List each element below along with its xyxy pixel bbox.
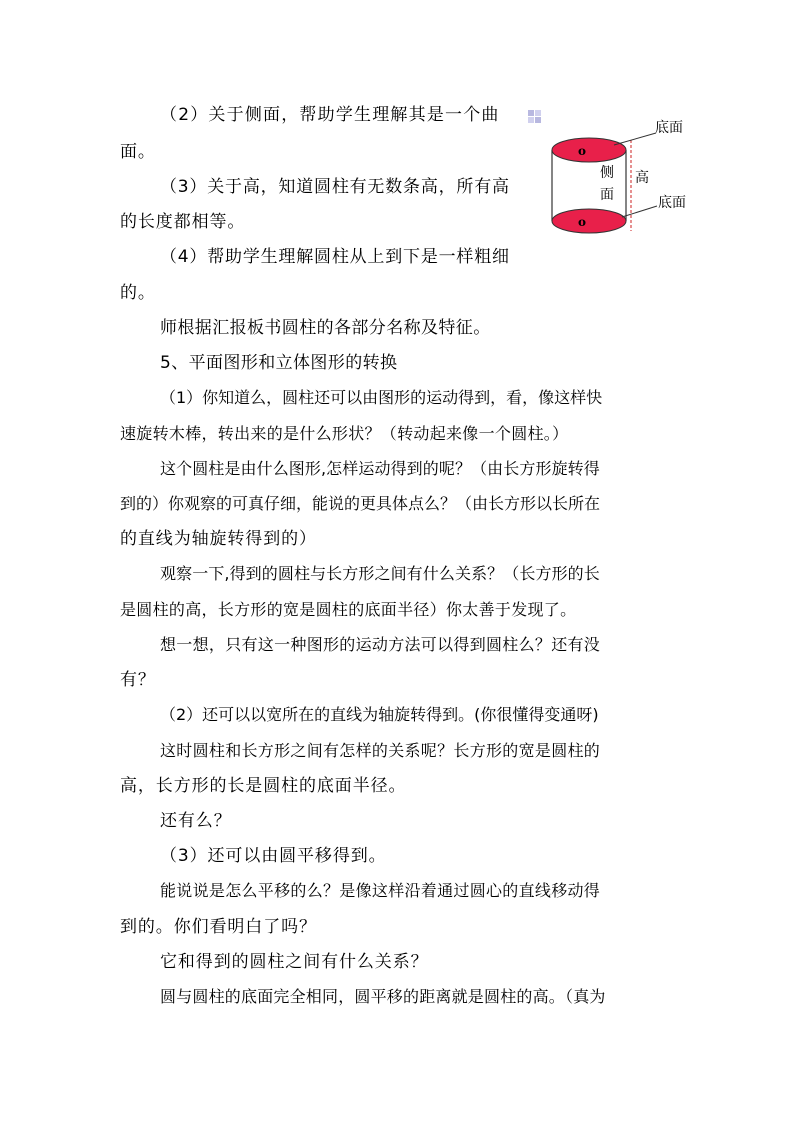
text-line-17: 有？ [120, 670, 156, 690]
text-line-6: 的。 [120, 283, 156, 303]
text-line-9: （1）你知道么，圆柱还可以由图形的运动得到，看，像这样快 [160, 388, 603, 407]
top-base-label: 底面 [655, 120, 683, 136]
text-line-15: 是圆柱的高，长方形的宽是圆柱的底面半径）你太善于发现了。 [120, 600, 577, 619]
text-line-3: （3）关于高，知道圆柱有无数条高，所有高 [160, 177, 510, 197]
text-line-24: 到的。你们看明白了吗？ [120, 917, 317, 937]
text-line-11: 这个圆柱是由什么图形,怎样运动得到的呢？（由长方形旋转得 [160, 459, 600, 478]
text-line-26: 圆与圆柱的底面完全相同，圆平移的距离就是圆柱的高。（真为 [160, 987, 606, 1006]
text-line-13: 的直线为轴旋转得到的） [120, 529, 317, 549]
bottom-label-leader [622, 206, 657, 217]
text-line-14: 观察一下,得到的圆柱与长方形之间有什么关系？（长方形的长 [160, 564, 600, 583]
text-line-2: 面。 [120, 142, 156, 162]
text-line-4: 的长度都相等。 [120, 212, 246, 232]
text-line-21: 还有么？ [160, 811, 232, 831]
bottom-center-label: o [578, 215, 587, 229]
text-line-22: （3）还可以由圆平移得到。 [160, 846, 387, 866]
section-heading: 5、平面图形和立体图形的转换 [160, 353, 398, 373]
top-center-label: o [578, 144, 587, 158]
bottom-base-label: 底面 [658, 195, 686, 211]
side-label-1: 侧 [600, 165, 614, 181]
text-line-1: （2）关于侧面，帮助学生理解其是一个曲 [160, 105, 500, 125]
text-line-20: 高，长方形的长是圆柱的底面半径。 [120, 776, 407, 796]
cylinder-diagram [524, 100, 704, 250]
text-line-12: 到的）你观察的可真仔细，能说的更具体点么？（由长方形以长所在 [120, 494, 601, 513]
side-label-2: 面 [600, 187, 614, 203]
top-label-leader [614, 133, 656, 145]
text-line-19: 这时圆柱和长方形之间有怎样的关系呢？长方形的宽是圆柱的 [160, 741, 601, 760]
text-line-23: 能说说是怎么平移的么？是像这样沿着通过圆心的直线移动得 [160, 881, 601, 900]
height-label: 高 [635, 170, 649, 186]
decorative-squares [528, 110, 541, 123]
bottom-base-ellipse [552, 209, 626, 233]
text-line-10: 速旋转木棒，转出来的是什么形状？（转动起来像一个圆柱。） [120, 424, 569, 443]
text-line-16: 想一想，只有这一种图形的运动方法可以得到圆柱么？还有没 [160, 635, 601, 654]
text-line-5: （4）帮助学生理解圆柱从上到下是一样粗细 [160, 247, 510, 267]
text-line-18: （2）还可以以宽所在的直线为轴旋转得到。(你很懂得变通呀) [160, 705, 599, 724]
text-line-25: 它和得到的圆柱之间有什么关系？ [160, 952, 429, 972]
top-base-ellipse [552, 138, 626, 162]
text-line-7: 师根据汇报板书圆柱的各部分名称及特征。 [160, 318, 491, 338]
